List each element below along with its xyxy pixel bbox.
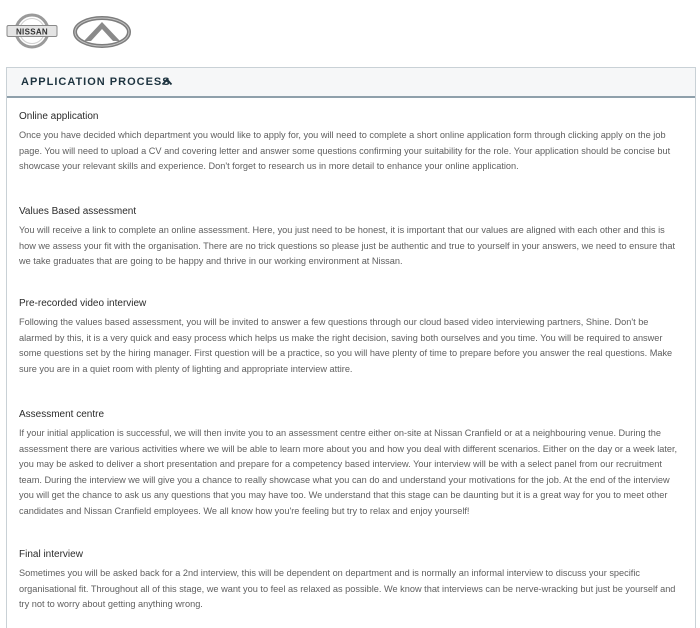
infiniti-logo[interactable] (72, 14, 132, 48)
section-body: Sometimes you will be asked back for a 2nd interview, this will be dependent on department and is normally an informal interview to discuss your specific organisational fit. Throughout all of this stage, we want you to feel as relaxed as possible. We know that interviews can be nerve-wracking but just be yourself and try not to worry about getting anything wrong. (19, 568, 676, 609)
section-body: If your initial application is successful, we will then invite you to an assessment centre either on-site at Nissan Cranfield or at a neighbouring venue. During the assessment there are various activities where we will be able to learn more about you and how you deal with different scenarios. Either on the day or a week later, you may be asked to deliver a short presentation and prepare for a competency based interview. Your interview will be with a select panel from our recruitment team. During the interview we will give you a chance to really showcase what you can do and understand your motivations for the job. At the end of the interview you will get the chance to ask us any questions that you may have too. We understand that this stage can be daunting but it is a great way for you to meet other candidates and Nissan Cranfield employees. We all know how you're feeling but try to relax and enjoy yourself! (19, 428, 678, 516)
section-body: Following the values based assessment, you will be invited to answer a few questions through our cloud based video interviewing partners, Shine. Don't be alarmed by this, it is a very quick and easy process which helps us make the right decision, saving both ourselves and you time. You will be required to answer some questions set by the hiring manager. First question will be a practice, so you will have plenty of time to prepare before you answer the real questions. Make sure you are in a quiet room with plenty of lighting and appropriate interview attire. (19, 317, 673, 374)
section-values-based-assessment (19, 205, 681, 270)
section-video-interview (19, 297, 681, 377)
nissan-logo-text: NISSAN (15, 27, 49, 37)
application-process-toggle[interactable] (7, 68, 695, 98)
section-title: Pre-recorded video interview (19, 298, 147, 309)
section-title: Final interview (19, 549, 83, 560)
section-body: You will receive a link to complete an online assessment. Here, you just need to be honest, it is important that our values are aligned with each other and this is how we assess your fit with the organisation. There are no trick questions so please just be authentic and true to yourself in your answers, we need to ensure that we take graduates that are going to be happy and thrive in our working environment at Nissan. (19, 225, 676, 266)
section-title: Values Based assessment (19, 206, 137, 217)
section-online-application (19, 110, 681, 175)
application-process-panel (6, 67, 696, 628)
section-title: Online application (19, 111, 99, 122)
section-title: Assessment centre (19, 409, 105, 420)
panel-title: APPLICATION PROCESS (21, 76, 171, 88)
section-body: Once you have decided which department you would like to apply for, you will need to complete a short online application form through clicking apply on the job page. You will need to upload a CV and covering letter and answer some questions confirming your suitability for the role. Your application should be concise but showcase your relevant skills and experience. Don't forget to research us in more detail to enhance your online application. (19, 130, 671, 171)
section-assessment-centre (19, 408, 681, 519)
top-bar (0, 0, 700, 62)
nissan-logo[interactable] (6, 12, 58, 50)
chevron-up-icon[interactable] (161, 77, 173, 86)
section-final-interview (19, 548, 681, 613)
